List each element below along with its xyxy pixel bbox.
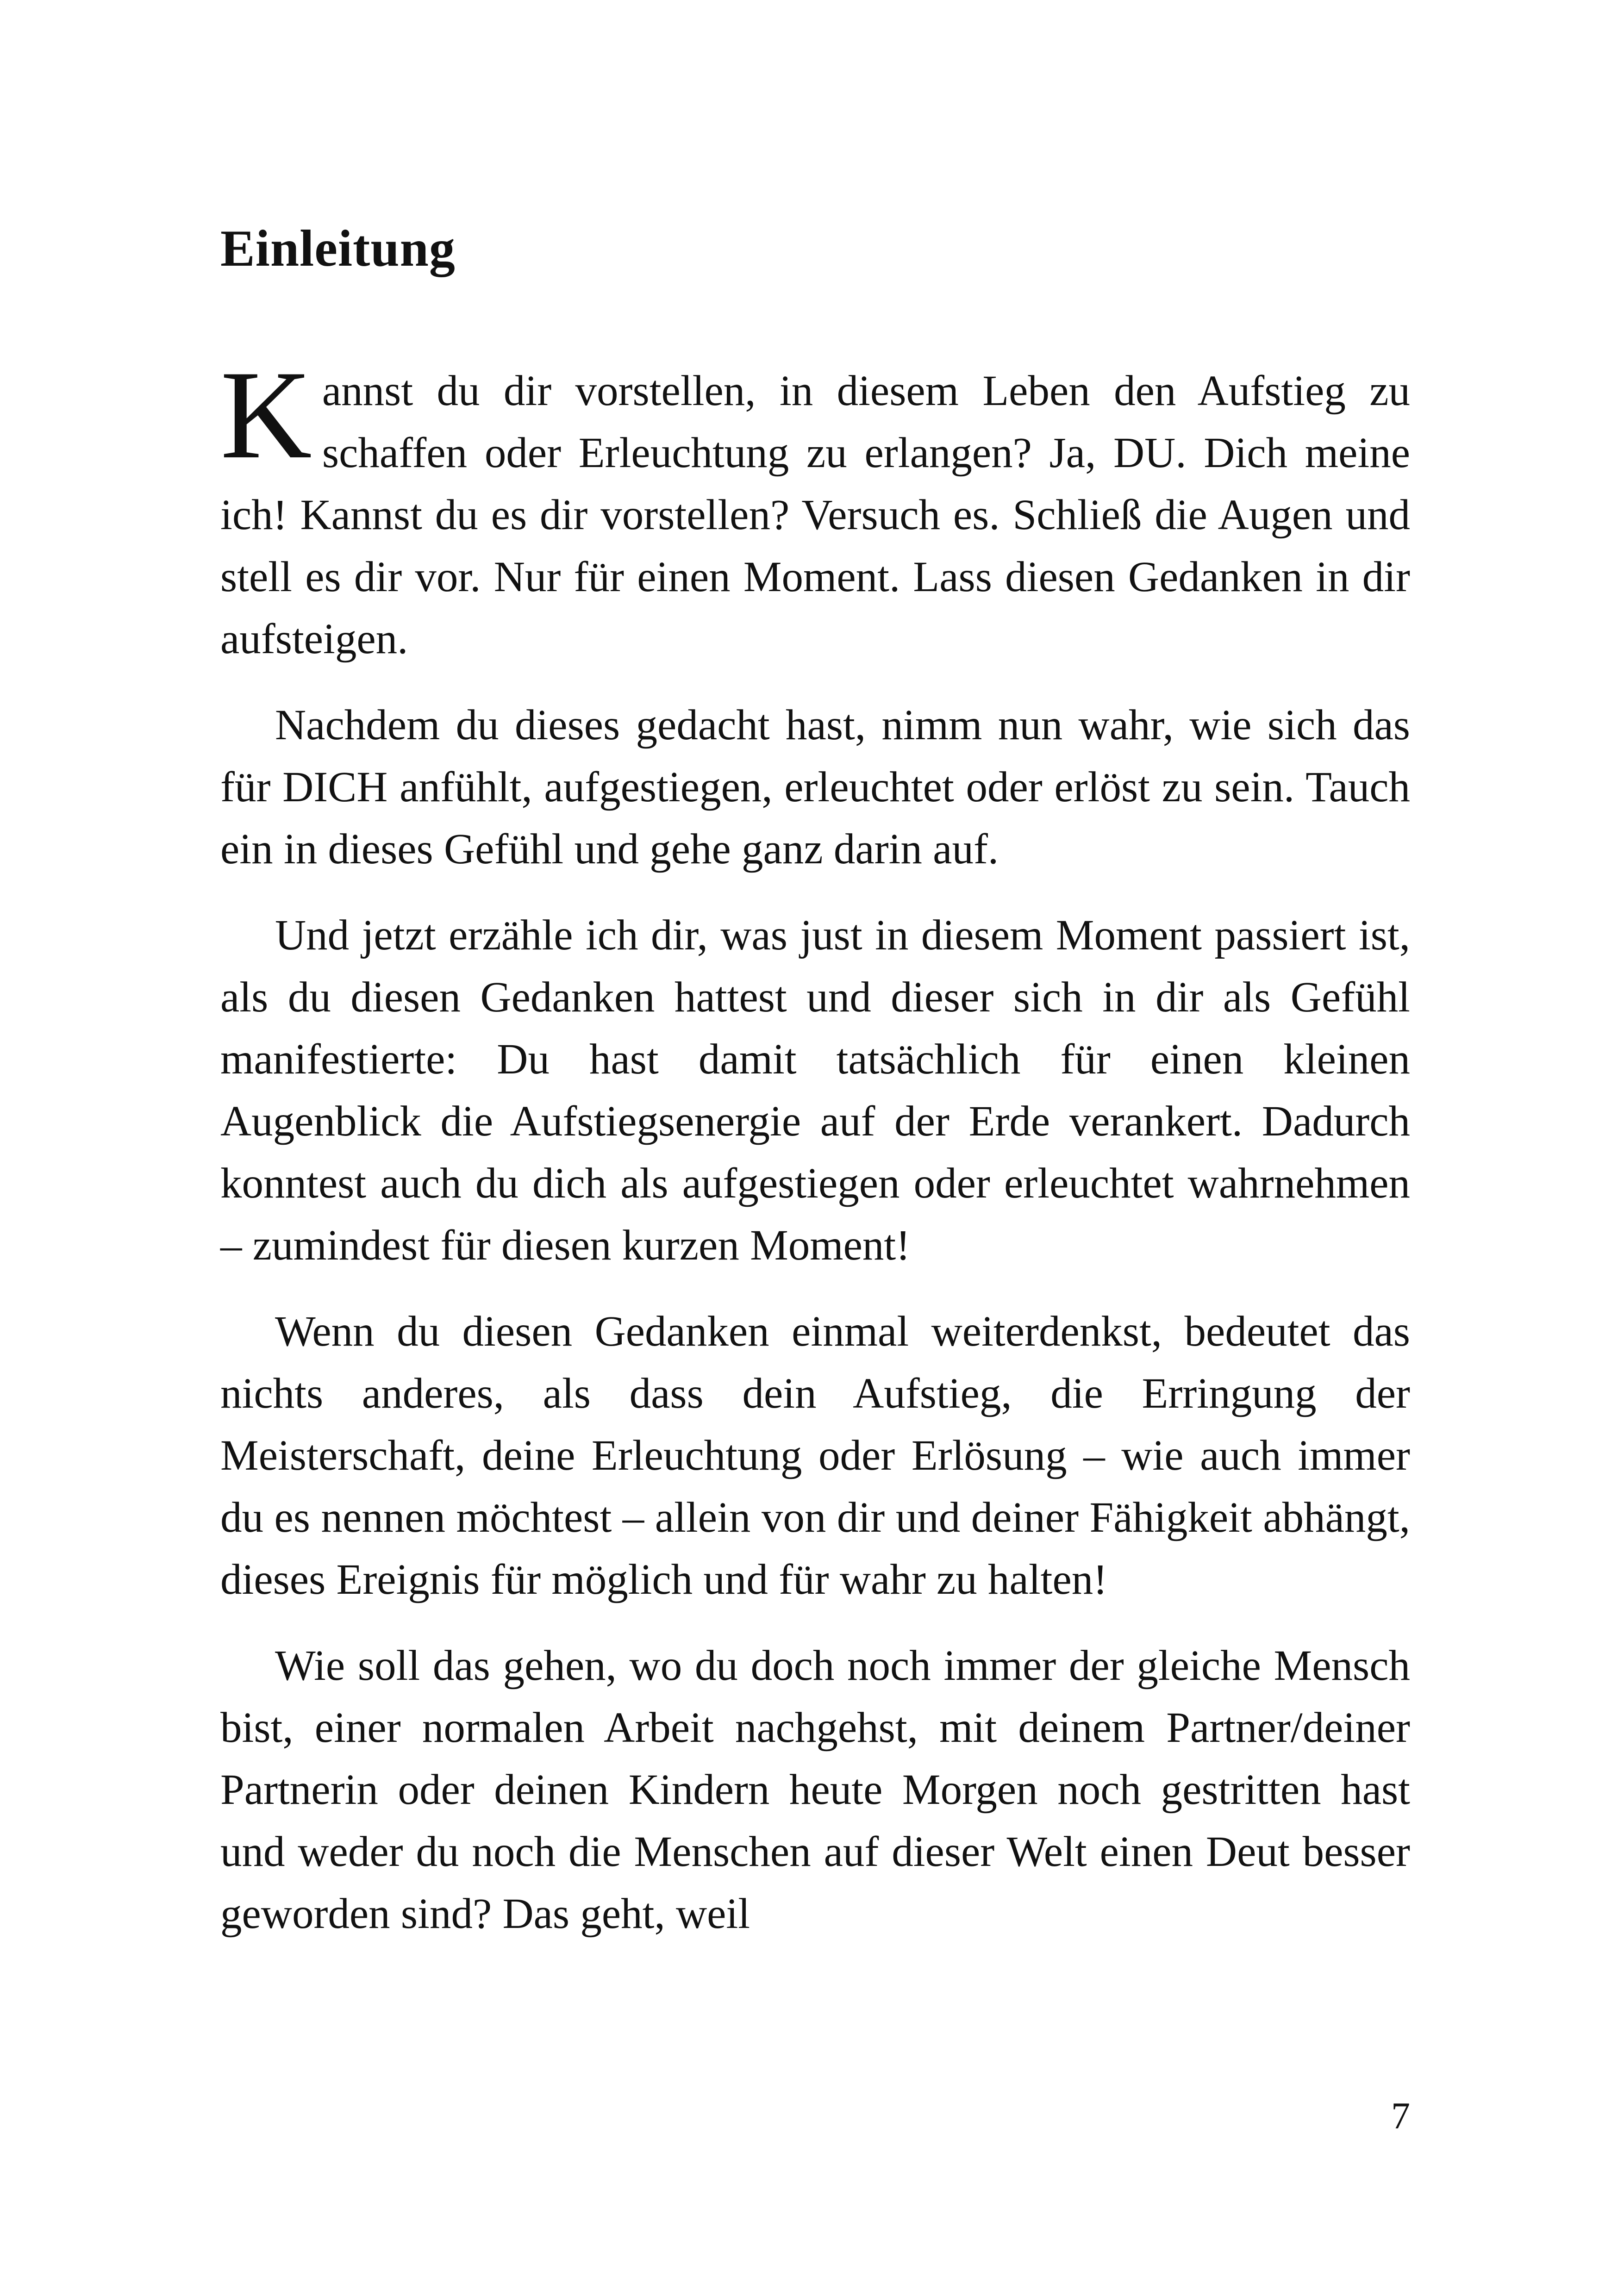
body-text [220,345,1410,1969]
paragraph-2: Nachdem du dieses gedacht hast, nimm nun wahr, wie sich das für DICH anfühlt, aufgestiegen, erleuchtet oder erlöst zu sein. Tauch ein in dieses Gefühl und gehe ganz darin auf. [220,701,1410,873]
drop-cap: K [220,345,312,485]
paragraph-1 [220,345,1410,670]
paragraph-3: Und jetzt erzähle ich dir, was just in diesem Moment passiert ist, als du diesen Gedanken hattest und dieser sich in dir als Gefühl manifestierte: Du hast damit tatsächlich für einen kleinen Augenblick die Aufstiegsenergie auf der Erde verankert. Dadurch konntest auch du dich als aufgestiegen oder erleuchtet wahrnehmen – zumindest für diesen kurzen Moment! [220,911,1410,1269]
chapter-title: Einleitung [220,220,456,277]
paragraph-4: Wenn du diesen Gedanken einmal weiterdenkst, bedeutet das nichts anderes, als dass dein Aufstieg, die Erringung der Meisterschaft, deine Erleuchtung oder Erlösung – wie auch immer du es nennen möchtest – allein von dir und deiner Fähigkeit abhängt, dieses Ereignis für möglich und für wahr zu halten! [220,1308,1410,1603]
paragraph-1-text: annst du dir vorstellen, in diesem Leben den Aufstieg zu schaffen oder Erleuchtung zu erlangen? Ja, DU. Dich meine ich! Kannst du es dir vorstellen? Versuch es. Schließ die Augen und stell es dir vor. Nur für einen Moment. Lass diesen Gedanken in dir aufsteigen. [220,367,1410,663]
paragraph-5: Wie soll das gehen, wo du doch noch immer der gleiche Mensch bist, einer normalen Arbeit nachgehst, mit deinem Partner/deiner Partnerin oder deinen Kindern heute Morgen noch gestritten hast und weder du noch die Menschen auf dieser Welt einen Deut besser geworden sind? Das geht, weil [220,1642,1410,1938]
book-page [220,0,1410,2295]
page-number: 7 [1391,2095,1410,2137]
